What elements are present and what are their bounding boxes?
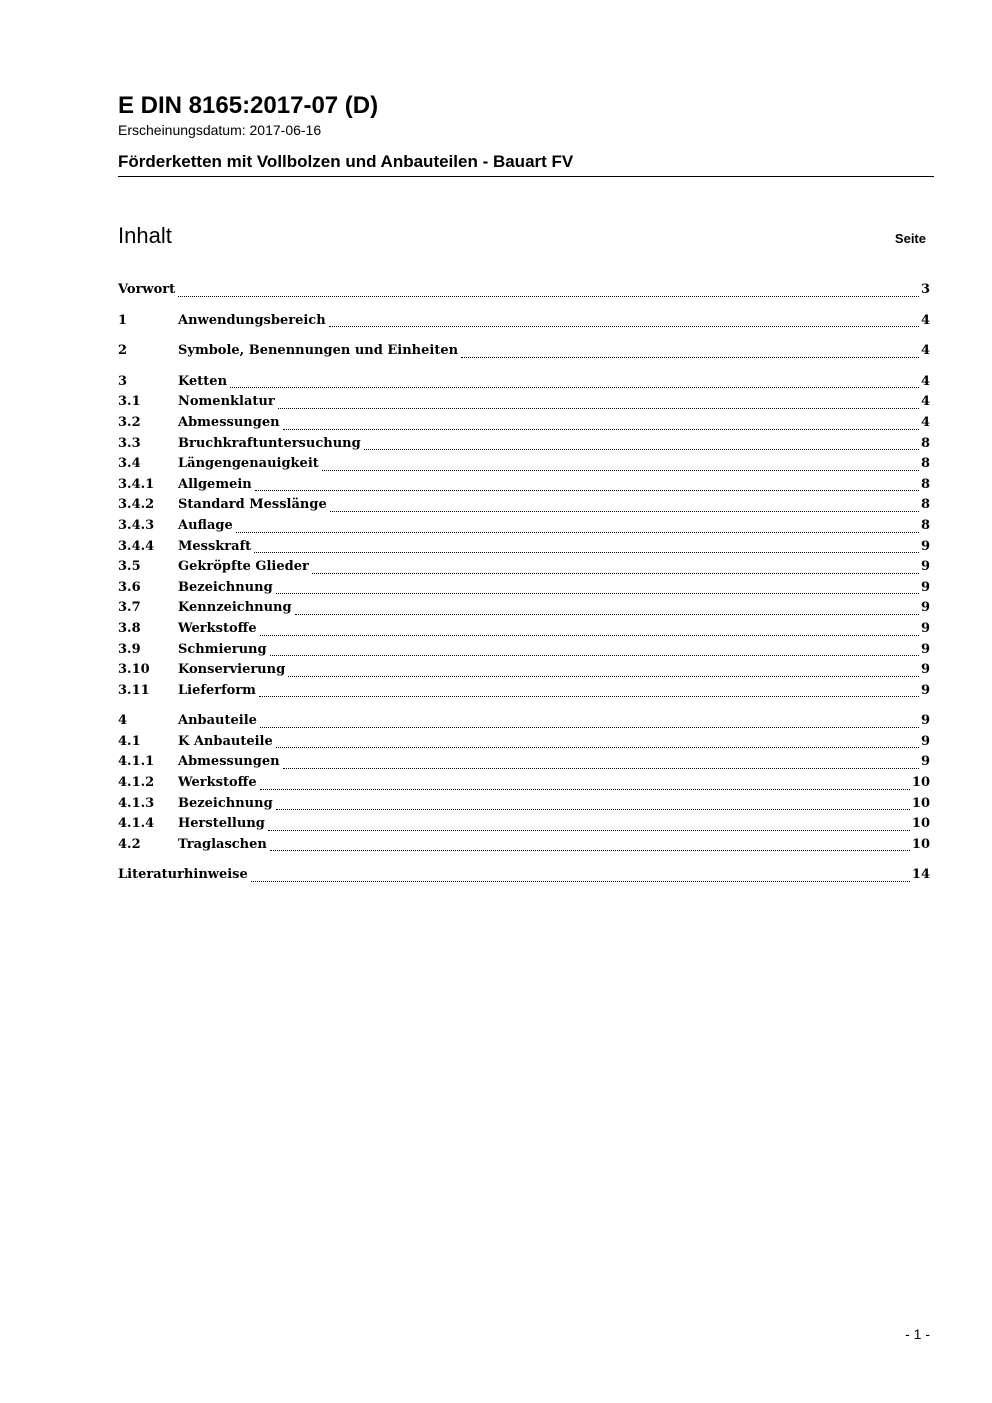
toc-entry[interactable] — [118, 773, 930, 794]
toc-entry-title: K Anbauteile — [178, 733, 273, 749]
toc-entry-number: 3 — [118, 373, 128, 389]
toc-entry[interactable] — [118, 711, 930, 732]
toc-dot-leader — [270, 655, 919, 656]
toc-page-column-label: Seite — [894, 231, 926, 246]
toc-entry-title: Bruchkraftuntersuchung — [178, 435, 361, 451]
toc-entry[interactable] — [118, 619, 930, 640]
toc-entry[interactable] — [118, 434, 930, 455]
toc-dot-leader — [260, 635, 919, 636]
toc-entry[interactable] — [118, 311, 930, 332]
toc-entry-title: Werkstoffe — [178, 775, 257, 791]
toc-entry-page: 9 — [920, 754, 930, 770]
toc-entry[interactable] — [118, 660, 930, 681]
page-number: - 1 - — [905, 1326, 930, 1342]
toc-entry-number: 4.2 — [118, 836, 141, 852]
toc-entry-title: Anbauteile — [178, 713, 257, 729]
toc-entry-page: 10 — [911, 816, 930, 832]
toc-entry-page: 9 — [920, 579, 930, 595]
toc-entry-page: 4 — [920, 343, 930, 359]
toc-dot-leader — [260, 727, 919, 728]
toc-entry-number: 3.2 — [118, 414, 141, 430]
toc-entry-title: Nomenklatur — [178, 394, 275, 410]
table-of-contents — [118, 280, 930, 886]
toc-dot-leader — [270, 850, 910, 851]
toc-entry-number: 3.7 — [118, 600, 141, 616]
toc-entry-title: Messkraft — [178, 538, 252, 554]
toc-entry-number: 3.8 — [118, 620, 141, 636]
toc-entry-number: 4.1 — [118, 733, 141, 749]
toc-entry[interactable] — [118, 280, 930, 301]
toc-entry-title: Literaturhinweise — [118, 867, 248, 883]
toc-entry[interactable] — [118, 640, 930, 661]
toc-entry-page: 4 — [920, 394, 930, 410]
toc-entry-page: 8 — [920, 456, 930, 472]
toc-entry-page: 14 — [911, 867, 930, 883]
toc-header — [118, 223, 926, 249]
toc-entry-number: 3.9 — [118, 641, 141, 657]
toc-entry[interactable] — [118, 392, 930, 413]
toc-entry-number: 4.1.1 — [118, 754, 155, 770]
toc-entry-title: Bezeichnung — [178, 795, 273, 811]
toc-entry-page: 9 — [920, 600, 930, 616]
toc-entry-title: Gekröpfte Glieder — [178, 559, 309, 575]
toc-entry[interactable] — [118, 752, 930, 773]
toc-entry-number: 4 — [118, 713, 128, 729]
toc-dot-leader — [461, 357, 919, 358]
toc-entry-number: 3.5 — [118, 559, 141, 575]
toc-entry-number: 3.4.1 — [118, 476, 155, 492]
toc-entry-number: 3.4 — [118, 456, 141, 472]
toc-entry-title: Vorwort — [118, 282, 176, 297]
toc-entry-page: 9 — [920, 682, 930, 698]
toc-entry[interactable] — [118, 475, 930, 496]
toc-entry-page: 4 — [920, 312, 930, 328]
toc-entry-title: Abmessungen — [178, 414, 280, 430]
toc-dot-leader — [278, 408, 919, 409]
toc-entry-page: 10 — [911, 836, 930, 852]
toc-entry-page: 9 — [920, 662, 930, 678]
toc-entry-page: 4 — [920, 373, 930, 389]
toc-entry-title: Schmierung — [178, 641, 267, 657]
toc-dot-leader — [276, 593, 919, 594]
toc-entry-title: Kennzeichnung — [178, 600, 292, 616]
toc-entry-page: 4 — [920, 414, 930, 430]
toc-entry-page: 9 — [920, 733, 930, 749]
toc-entry-title: Konservierung — [178, 662, 286, 678]
toc-entry-number: 4.1.2 — [118, 775, 155, 791]
toc-entry[interactable] — [118, 516, 930, 537]
document-title: Förderketten mit Vollbolzen und Anbauteilen - Bauart FV — [118, 152, 934, 177]
toc-entry[interactable] — [118, 681, 930, 702]
toc-entry-title: Allgemein — [178, 476, 252, 492]
toc-entry-title: Werkstoffe — [178, 620, 257, 636]
toc-entry-page: 3 — [920, 282, 930, 297]
toc-dot-leader — [329, 326, 919, 327]
toc-entry-number: 2 — [118, 343, 128, 359]
toc-entry[interactable] — [118, 454, 930, 475]
toc-entry-title: Auflage — [178, 517, 233, 533]
toc-entry-page: 8 — [920, 497, 930, 513]
toc-dot-leader — [283, 429, 919, 430]
toc-entry-number: 3.1 — [118, 394, 141, 410]
toc-entry-title: Traglaschen — [178, 836, 267, 852]
toc-dot-leader — [254, 552, 919, 553]
toc-entry-number: 3.10 — [118, 662, 150, 678]
toc-entry-title: Anwendungsbereich — [178, 312, 326, 328]
toc-entry[interactable] — [118, 732, 930, 753]
toc-entry-page: 10 — [911, 775, 930, 791]
toc-entry-page: 8 — [920, 435, 930, 451]
toc-entry-number: 3.6 — [118, 579, 141, 595]
toc-dot-leader — [230, 387, 919, 388]
toc-entry-number: 1 — [118, 312, 128, 328]
toc-dot-leader — [295, 614, 919, 615]
toc-entry-title: Standard Messlänge — [178, 497, 327, 513]
toc-entry[interactable] — [118, 814, 930, 835]
toc-entry-page: 10 — [911, 795, 930, 811]
toc-dot-leader — [259, 696, 919, 697]
toc-entry-title: Abmessungen — [178, 754, 280, 770]
toc-dot-leader — [322, 470, 919, 471]
toc-entry[interactable] — [118, 413, 930, 434]
toc-dot-leader — [330, 511, 919, 512]
toc-entry[interactable] — [118, 794, 930, 815]
document-id: E DIN 8165:2017-07 (D) — [118, 92, 379, 119]
toc-entry-page: 9 — [920, 713, 930, 729]
toc-entry[interactable] — [118, 372, 930, 393]
toc-entry[interactable] — [118, 341, 930, 362]
toc-entry-number: 3.4.3 — [118, 517, 155, 533]
toc-dot-leader — [236, 532, 919, 533]
toc-entry-title: Bezeichnung — [178, 579, 273, 595]
toc-entry[interactable] — [118, 835, 930, 856]
toc-entry-number: 3.3 — [118, 435, 141, 451]
toc-dot-leader — [251, 881, 910, 882]
toc-dot-leader — [276, 747, 919, 748]
toc-dot-leader — [276, 809, 910, 810]
toc-entry-number: 3.11 — [118, 682, 150, 698]
toc-entry-number: 4.1.4 — [118, 816, 155, 832]
toc-entry[interactable] — [118, 537, 930, 558]
toc-heading: Inhalt — [118, 223, 172, 248]
toc-entry[interactable] — [118, 557, 930, 578]
document-header — [118, 92, 934, 177]
toc-dot-leader — [364, 449, 919, 450]
toc-entry-page: 9 — [920, 620, 930, 636]
toc-dot-leader — [288, 676, 919, 677]
toc-dot-leader — [283, 768, 919, 769]
toc-entry-number: 3.4.2 — [118, 497, 155, 513]
toc-dot-leader — [260, 789, 910, 790]
toc-dot-leader — [178, 296, 919, 297]
toc-entry[interactable] — [118, 578, 930, 599]
toc-entry-page: 9 — [920, 538, 930, 554]
toc-entry-title: Ketten — [178, 373, 228, 389]
toc-dot-leader — [255, 490, 919, 491]
toc-dot-leader — [268, 830, 910, 831]
toc-entry-page: 9 — [920, 559, 930, 575]
toc-entry-number: 4.1.3 — [118, 795, 155, 811]
toc-entry-title: Längengenauigkeit — [178, 456, 319, 472]
toc-entry[interactable] — [118, 495, 930, 516]
toc-entry-page: 8 — [920, 476, 930, 492]
toc-entry-page: 8 — [920, 517, 930, 533]
toc-entry[interactable] — [118, 598, 930, 619]
toc-dot-leader — [312, 573, 919, 574]
publication-date: Erscheinungsdatum: 2017-06-16 — [118, 122, 322, 138]
toc-entry[interactable] — [118, 865, 930, 886]
toc-entry-title: Herstellung — [178, 816, 265, 832]
toc-entry-title: Lieferform — [178, 682, 256, 698]
toc-entry-page: 9 — [920, 641, 930, 657]
toc-entry-number: 3.4.4 — [118, 538, 155, 554]
toc-entry-title: Symbole, Benennungen und Einheiten — [178, 343, 459, 359]
